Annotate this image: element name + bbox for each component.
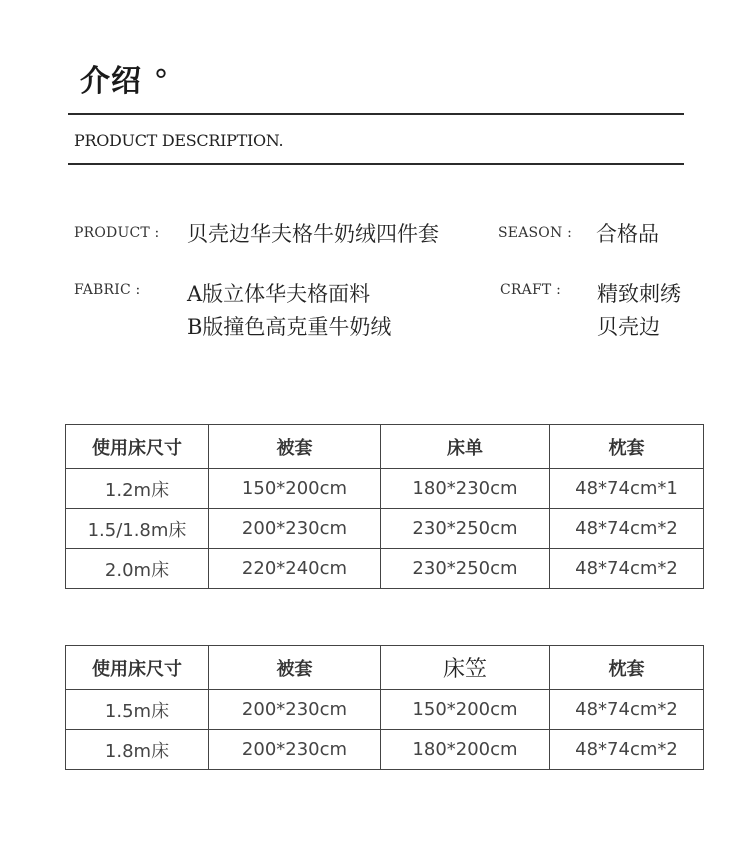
size-table-2 (65, 645, 704, 770)
cell-duvet-cover: 200*230cm (209, 509, 381, 549)
cell-bed-size: 1.8m床 (66, 730, 209, 770)
cell-bed-size: 1.5/1.8m床 (66, 509, 209, 549)
cell-duvet-cover: 150*200cm (209, 469, 381, 509)
header-duvet-cover: 被套 (209, 646, 381, 690)
divider-top (68, 113, 684, 115)
page-subtitle: PRODUCT DESCRIPTION. (74, 131, 284, 150)
fabric-label: FABRIC : (74, 282, 141, 298)
table-header-row (66, 425, 704, 469)
craft-label: CRAFT : (500, 282, 561, 298)
size-table-1 (65, 424, 704, 589)
fabric-value-line2: B版撞色高克重牛奶绒 (187, 315, 392, 339)
fabric-value-line1: A版立体华夫格面料 (187, 282, 371, 306)
table-row (66, 730, 704, 770)
season-label: SEASON : (498, 225, 573, 241)
cell-pillowcase: 48*74cm*2 (550, 690, 704, 730)
table-row (66, 690, 704, 730)
cell-pillowcase: 48*74cm*1 (550, 469, 704, 509)
table-row (66, 549, 704, 589)
cell-duvet-cover: 220*240cm (209, 549, 381, 589)
craft-value-line2: 贝壳边 (597, 315, 660, 339)
season-value: 合格品 (596, 222, 659, 246)
cell-bed-size: 2.0m床 (66, 549, 209, 589)
header-pillowcase: 枕套 (550, 646, 704, 690)
header-bed-sheet: 床单 (381, 425, 550, 469)
cell-bed-sheet: 230*250cm (381, 509, 550, 549)
table-row (66, 509, 704, 549)
cell-bed-size: 1.5m床 (66, 690, 209, 730)
cell-pillowcase: 48*74cm*2 (550, 549, 704, 589)
page-title (80, 56, 169, 100)
craft-value-line1: 精致刺绣 (597, 282, 681, 306)
cell-duvet-cover: 200*230cm (209, 690, 381, 730)
header-pillowcase: 枕套 (550, 425, 704, 469)
table-row (66, 469, 704, 509)
cell-bed-size: 1.2m床 (66, 469, 209, 509)
cell-pillowcase: 48*74cm*2 (550, 509, 704, 549)
header-duvet-cover: 被套 (209, 425, 381, 469)
cell-duvet-cover: 200*230cm (209, 730, 381, 770)
divider-bottom (68, 163, 684, 165)
title-text: 介绍 (80, 64, 142, 99)
cell-fitted-sheet: 150*200cm (381, 690, 550, 730)
cell-bed-sheet: 180*230cm (381, 469, 550, 509)
cell-bed-sheet: 230*250cm (381, 549, 550, 589)
title-mark: ° (153, 64, 170, 99)
product-label: PRODUCT : (74, 225, 160, 241)
cell-pillowcase: 48*74cm*2 (550, 730, 704, 770)
header-bed-size: 使用床尺寸 (66, 425, 209, 469)
header-fitted-sheet: 床笠 (381, 646, 550, 690)
table-header-row (66, 646, 704, 690)
cell-fitted-sheet: 180*200cm (381, 730, 550, 770)
header-bed-size: 使用床尺寸 (66, 646, 209, 690)
product-value: 贝壳边华夫格牛奶绒四件套 (187, 222, 439, 246)
